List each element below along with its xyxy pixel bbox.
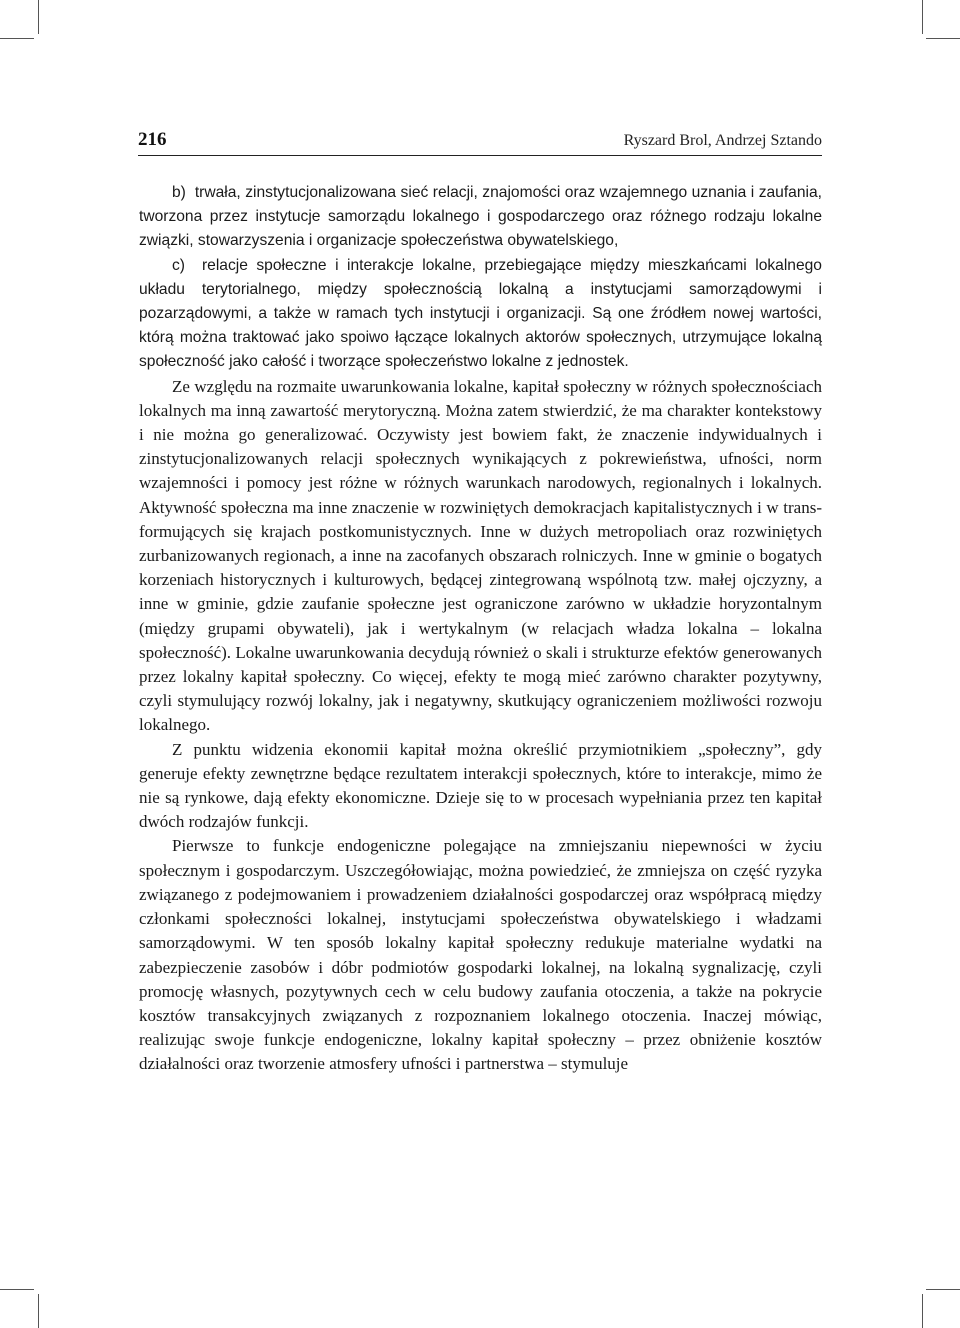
crop-mark-left-bottom xyxy=(0,1289,34,1290)
crop-mark-right-bottom xyxy=(926,1289,960,1290)
crop-mark-top-left xyxy=(38,0,39,34)
body-text xyxy=(139,181,822,1077)
crop-mark-top-right xyxy=(922,0,923,34)
list-item-b: b) trwała, zinstytucjonalizowana sieć relacji, znajomości oraz wzajemnego uznania i zaufania, tworzona przez instytucje samorządu lokalnego i gospodarczego oraz różnego rodzaju lokalne związki, stowarzyszenia i organizacje społeczeństwa obywatelskiego, xyxy=(139,184,822,250)
paragraph: Z punktu widzenia ekonomii kapitał można określić przymiotnikiem „społeczny”, gdy generuje efekty zewnętrzne będące rezultatem interakcji społecznych, które to interakcje, mimo że nie są rynkowe, dają efekty ekonomiczne. Dzieje się to w procesach wypełniania przez ten kapitał dwóch rodzajów funkcji. xyxy=(139,739,822,832)
crop-mark-bottom-right xyxy=(922,1294,923,1328)
crop-mark-bottom-left xyxy=(38,1294,39,1328)
page-number: 216 xyxy=(138,129,167,150)
crop-mark-left-top xyxy=(0,38,34,39)
list-item-c: c) relacje społeczne i interakcje lokalne, przebiegające między mieszkańcami lokalnego układu terytorialnego, między społecznością lokalną a instytucjami samorządowymi i pozarządowymi, a także w ramach tych instytucji i organizacji. Są one źródłem nowej wartości, którą można traktować jako spoiwo łączące lokalnych aktorów społecznych, utrzymujące lokalną społeczność jako całość i tworzące społeczeństwo lokalne z jednostek. xyxy=(139,256,822,371)
crop-mark-right-top xyxy=(926,38,960,39)
paragraph: Pierwsze to funkcje endogeniczne polegające na zmniejszaniu niepewności w życiu społecznym i gospodarczym. Uszczegółowiając, można powiedzieć, że zmniejsza on część ryzyka związanego z podejmowaniem i prowadzeniem działalności gospodarczej oraz współpracą między członkami społeczności lokalnej, instytucjami społeczeństwa obywatelskiego i władzami samorządowymi. W ten sposób lokalny kapitał społeczny redukuje materialne wydatki na zabezpieczenie zasobów i dóbr podmiotów gospodarki lokalnej, na lokalną sygnalizację, czyli promocję własnych, pozytywnych cech w celu budowy zaufania otoczenia, a także na pokrycie kosztów transakcyjnych związanych z rozpoznaniem lokalnego otoczenia. Inaczej mówiąc, realizując swoje funkcje endogeniczne, lokalny kapitał społeczny – przez obniżenie kosztów działalności oraz tworzenie atmosfery ufności i partnerstwa – stymuluje xyxy=(139,836,822,1074)
running-header xyxy=(138,127,822,156)
paragraph: Ze względu na rozmaite uwarunkowania lokalne, kapitał społeczny w różnych społecznościach lokalnych ma inną zawartość merytoryczną. Można zatem stwierdzić, że ma charakter kontekstowy i nie można go generalizować. Oczywisty jest bowiem fakt, że znaczenie indywidualnych i zinstytucjonalizowanych relacji społecznych wynikających z pokrewieństwa, ufności, norm wzajemności i pomocy jest różne w różnych warunkach narodowych, regionalnych i lokalnych. Aktywność społeczna ma inne znaczenie w rozwiniętych demokracjach kapitalistycznych i w transformujących się krajach postkomunistycznych. Inne w dużych metropoliach oraz rozwiniętych zurbanizowanych regionach, a inne na zacofanych obszarach rolniczych. Inne w gminie o bogatych korzeniach historycznych i kulturowych, będącej zintegrowaną wspólnotą tzw. małej ojczyzny, a inne w gminie, gdzie zaufanie społeczne jest ograniczone zarówno w układzie horyzontalnym (między grupami obywateli), jak i wertykalnym (w relacjach władza lokalna – lokalna społeczność). Lokalne uwarunkowania decydują również o skali i strukturze efektów generowanych przez lokalny kapitał społeczny. Co więcej, efekty te mogą mieć zarówno charakter pozytywny, czyli stymulujący rozwój lokalny, jak i negatywny, skutkujący ograniczeniem możliwości rozwoju lokalnego. xyxy=(139,376,822,735)
running-head-authors: Ryszard Brol, Andrzej Sztando xyxy=(623,132,822,149)
